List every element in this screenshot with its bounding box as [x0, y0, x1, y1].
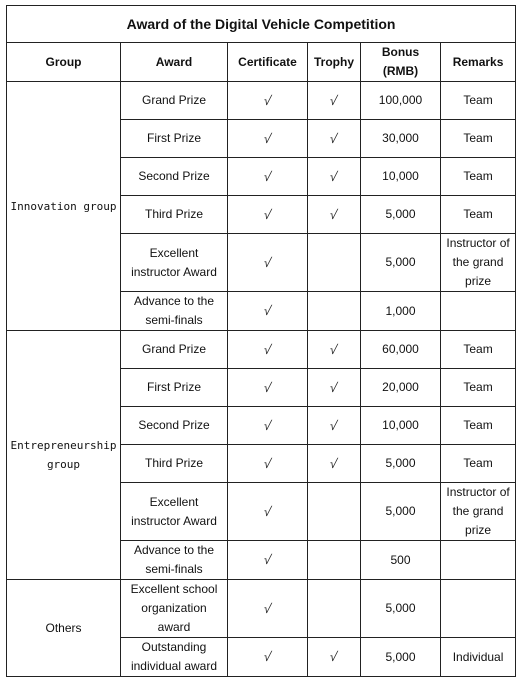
- group-name-cell: Others: [7, 580, 121, 677]
- bonus-cell: 10,000: [361, 407, 441, 445]
- certificate-cell: [228, 120, 308, 158]
- bonus-cell: 5,000: [361, 196, 441, 234]
- bonus-cell: 20,000: [361, 369, 441, 407]
- trophy-cell: [308, 234, 361, 292]
- remarks-cell: Team: [441, 445, 516, 483]
- table-row: [7, 580, 516, 638]
- award-cell: First Prize: [121, 369, 228, 407]
- certificate-cell: [228, 158, 308, 196]
- check-mark-icon: √: [262, 379, 273, 395]
- remarks-cell: Instructor of the grand prize: [441, 234, 516, 292]
- award-cell: Second Prize: [121, 407, 228, 445]
- award-cell: Second Prize: [121, 158, 228, 196]
- group-name-cell: Entrepreneurship group: [7, 331, 121, 580]
- header-remarks: Remarks: [441, 43, 516, 82]
- check-mark-icon: √: [262, 341, 273, 357]
- trophy-cell: [308, 292, 361, 331]
- check-mark-icon: √: [262, 503, 273, 519]
- bonus-cell: 5,000: [361, 580, 441, 638]
- remarks-cell: Individual: [441, 638, 516, 677]
- remarks-cell: Team: [441, 407, 516, 445]
- award-cell: Third Prize: [121, 196, 228, 234]
- trophy-cell: [308, 580, 361, 638]
- certificate-cell: [228, 407, 308, 445]
- remarks-cell: [441, 541, 516, 580]
- bonus-cell: 5,000: [361, 483, 441, 541]
- check-mark-icon: √: [262, 649, 273, 664]
- header-certificate: Certificate: [228, 43, 308, 82]
- check-mark-icon: √: [262, 417, 273, 433]
- award-cell: Third Prize: [121, 445, 228, 483]
- remarks-cell: Team: [441, 158, 516, 196]
- trophy-cell: [308, 483, 361, 541]
- certificate-cell: [228, 82, 308, 120]
- remarks-cell: Team: [441, 369, 516, 407]
- header-bonus: Bonus (RMB): [361, 43, 441, 82]
- check-mark-icon: √: [262, 552, 273, 567]
- check-mark-icon: √: [262, 206, 273, 222]
- award-cell: Excellent instructor Award: [121, 483, 228, 541]
- bonus-cell: 10,000: [361, 158, 441, 196]
- check-mark-icon: √: [328, 341, 340, 357]
- check-mark-icon: √: [262, 600, 273, 616]
- certificate-cell: [228, 445, 308, 483]
- remarks-cell: Instructor of the grand prize: [441, 483, 516, 541]
- table-row: [7, 82, 516, 120]
- check-mark-icon: √: [328, 455, 340, 471]
- bonus-cell: 5,000: [361, 445, 441, 483]
- trophy-cell: [308, 82, 361, 120]
- trophy-cell: [308, 196, 361, 234]
- trophy-cell: [308, 369, 361, 407]
- award-cell: Excellent instructor Award: [121, 234, 228, 292]
- remarks-cell: [441, 580, 516, 638]
- trophy-cell: [308, 541, 361, 580]
- check-mark-icon: √: [328, 379, 340, 395]
- certificate-cell: [228, 196, 308, 234]
- bonus-cell: 60,000: [361, 331, 441, 369]
- award-cell: Grand Prize: [121, 331, 228, 369]
- check-mark-icon: √: [328, 649, 340, 664]
- check-mark-icon: √: [328, 130, 340, 146]
- award-cell: Grand Prize: [121, 82, 228, 120]
- trophy-cell: [308, 120, 361, 158]
- header-trophy: Trophy: [308, 43, 361, 82]
- bonus-cell: 100,000: [361, 82, 441, 120]
- award-cell: First Prize: [121, 120, 228, 158]
- check-mark-icon: √: [328, 206, 340, 222]
- check-mark-icon: √: [328, 417, 340, 433]
- award-cell: Excellent school organization award: [121, 580, 228, 638]
- certificate-cell: [228, 331, 308, 369]
- certificate-cell: [228, 369, 308, 407]
- check-mark-icon: √: [262, 455, 273, 471]
- group-name-cell: Innovation group: [7, 82, 121, 331]
- certificate-cell: [228, 292, 308, 331]
- bonus-cell: 5,000: [361, 638, 441, 677]
- remarks-cell: Team: [441, 120, 516, 158]
- check-mark-icon: √: [262, 92, 273, 108]
- certificate-cell: [228, 234, 308, 292]
- header-row: [7, 43, 516, 82]
- bonus-cell: 5,000: [361, 234, 441, 292]
- remarks-cell: [441, 292, 516, 331]
- bonus-cell: 1,000: [361, 292, 441, 331]
- award-cell: Advance to the semi-finals: [121, 541, 228, 580]
- trophy-cell: [308, 407, 361, 445]
- remarks-cell: Team: [441, 331, 516, 369]
- bonus-cell: 30,000: [361, 120, 441, 158]
- remarks-cell: Team: [441, 196, 516, 234]
- remarks-cell: Team: [441, 82, 516, 120]
- certificate-cell: [228, 541, 308, 580]
- check-mark-icon: √: [262, 130, 273, 146]
- trophy-cell: [308, 158, 361, 196]
- check-mark-icon: √: [262, 168, 273, 184]
- check-mark-icon: √: [262, 254, 273, 270]
- certificate-cell: [228, 483, 308, 541]
- check-mark-icon: √: [328, 92, 340, 108]
- header-award: Award: [121, 43, 228, 82]
- award-cell: Outstanding individual award: [121, 638, 228, 677]
- bonus-cell: 500: [361, 541, 441, 580]
- certificate-cell: [228, 580, 308, 638]
- trophy-cell: [308, 445, 361, 483]
- table-body: [7, 82, 516, 677]
- trophy-cell: [308, 331, 361, 369]
- table-title: Award of the Digital Vehicle Competition: [7, 6, 516, 43]
- table-row: [7, 331, 516, 369]
- check-mark-icon: √: [262, 303, 273, 318]
- award-table: [6, 5, 516, 677]
- check-mark-icon: √: [328, 168, 340, 184]
- award-cell: Advance to the semi-finals: [121, 292, 228, 331]
- header-group: Group: [7, 43, 121, 82]
